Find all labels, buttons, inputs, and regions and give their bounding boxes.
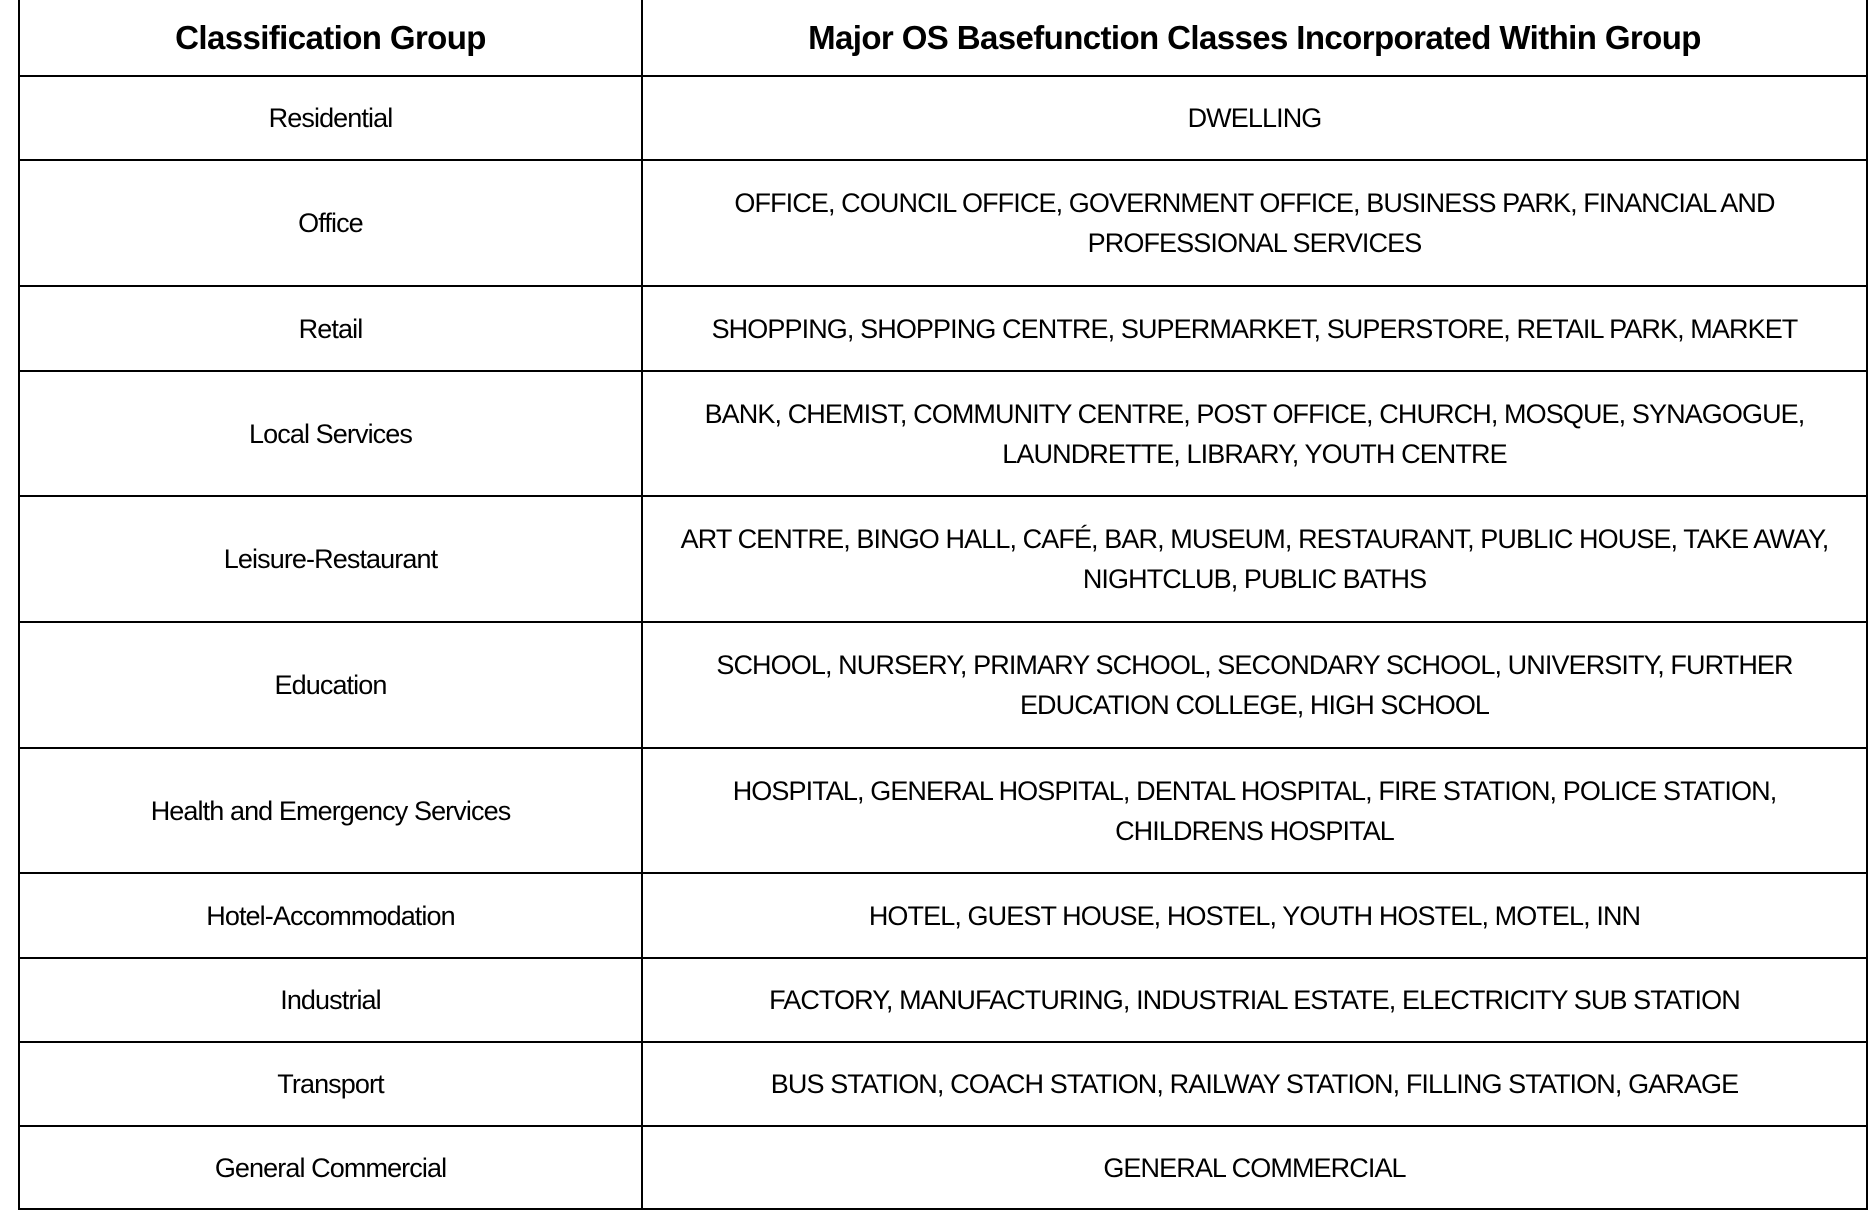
table-row [20, 495, 1866, 621]
classes-cell: HOTEL, GUEST HOUSE, HOSTEL, YOUTH HOSTEL, MOTEL, INN [868, 900, 1641, 931]
table-row [20, 370, 1866, 495]
table-row [20, 285, 1866, 370]
group-cell: Retail [20, 287, 643, 370]
classes-cell: GENERAL COMMERCIAL [1103, 1152, 1406, 1183]
table-row [20, 159, 1866, 285]
classes-cell: ART CENTRE, BINGO HALL, CAFÉ, BAR, MUSEUM, RESTAURANT, PUBLIC HOUSE, TAKE AWAY, NIGHTCLUB, PUBLIC BATHS [680, 524, 1829, 594]
classes-cell: FACTORY, MANUFACTURING, INDUSTRIAL ESTATE, ELECTRICITY SUB STATION [769, 985, 1740, 1015]
group-cell: Office [20, 161, 643, 285]
classes-cell: BANK, CHEMIST, COMMUNITY CENTRE, POST OFFICE, CHURCH, MOSQUE, SYNAGOGUE, LAUNDRETTE, LIBRARY, YOUTH CENTRE [704, 398, 1805, 469]
table-header-row [20, 0, 1866, 75]
table-row [20, 1041, 1866, 1125]
table-row [20, 1125, 1866, 1208]
classes-cell: HOSPITAL, GENERAL HOSPITAL, DENTAL HOSPITAL, FIRE STATION, POLICE STATION, CHILDRENS HOSPITAL [732, 775, 1777, 846]
group-cell: Local Services [20, 372, 643, 495]
table-row [20, 957, 1866, 1041]
group-cell: Education [20, 623, 643, 747]
table-row [20, 872, 1866, 957]
group-cell: Residential [20, 77, 643, 159]
group-cell: Health and Emergency Services [20, 749, 643, 872]
table-row [20, 747, 1866, 872]
group-cell: Hotel-Accommodation [20, 874, 643, 957]
header-major-classes: Major OS Basefunction Classes Incorporated Within Group [808, 18, 1701, 56]
classes-cell: OFFICE, COUNCIL OFFICE, GOVERNMENT OFFICE, BUSINESS PARK, FINANCIAL AND PROFESSIONAL SERVICES [734, 188, 1775, 258]
classification-table [18, 0, 1868, 1210]
classes-cell: SHOPPING, SHOPPING CENTRE, SUPERMARKET, SUPERSTORE, RETAIL PARK, MARKET [711, 313, 1798, 344]
classes-cell: DWELLING [1187, 103, 1322, 133]
group-cell: General Commercial [20, 1127, 643, 1208]
classes-cell: BUS STATION, COACH STATION, RAILWAY STATION, FILLING STATION, GARAGE [770, 1069, 1739, 1099]
table-row [20, 75, 1866, 159]
header-classification-group: Classification Group [20, 0, 643, 75]
classes-cell: SCHOOL, NURSERY, PRIMARY SCHOOL, SECONDARY SCHOOL, UNIVERSITY, FURTHER EDUCATION COLLEGE, HIGH SCHOOL [716, 650, 1793, 720]
group-cell: Transport [20, 1043, 643, 1125]
table-row [20, 621, 1866, 747]
group-cell: Leisure-Restaurant [20, 497, 643, 621]
group-cell: Industrial [20, 959, 643, 1041]
